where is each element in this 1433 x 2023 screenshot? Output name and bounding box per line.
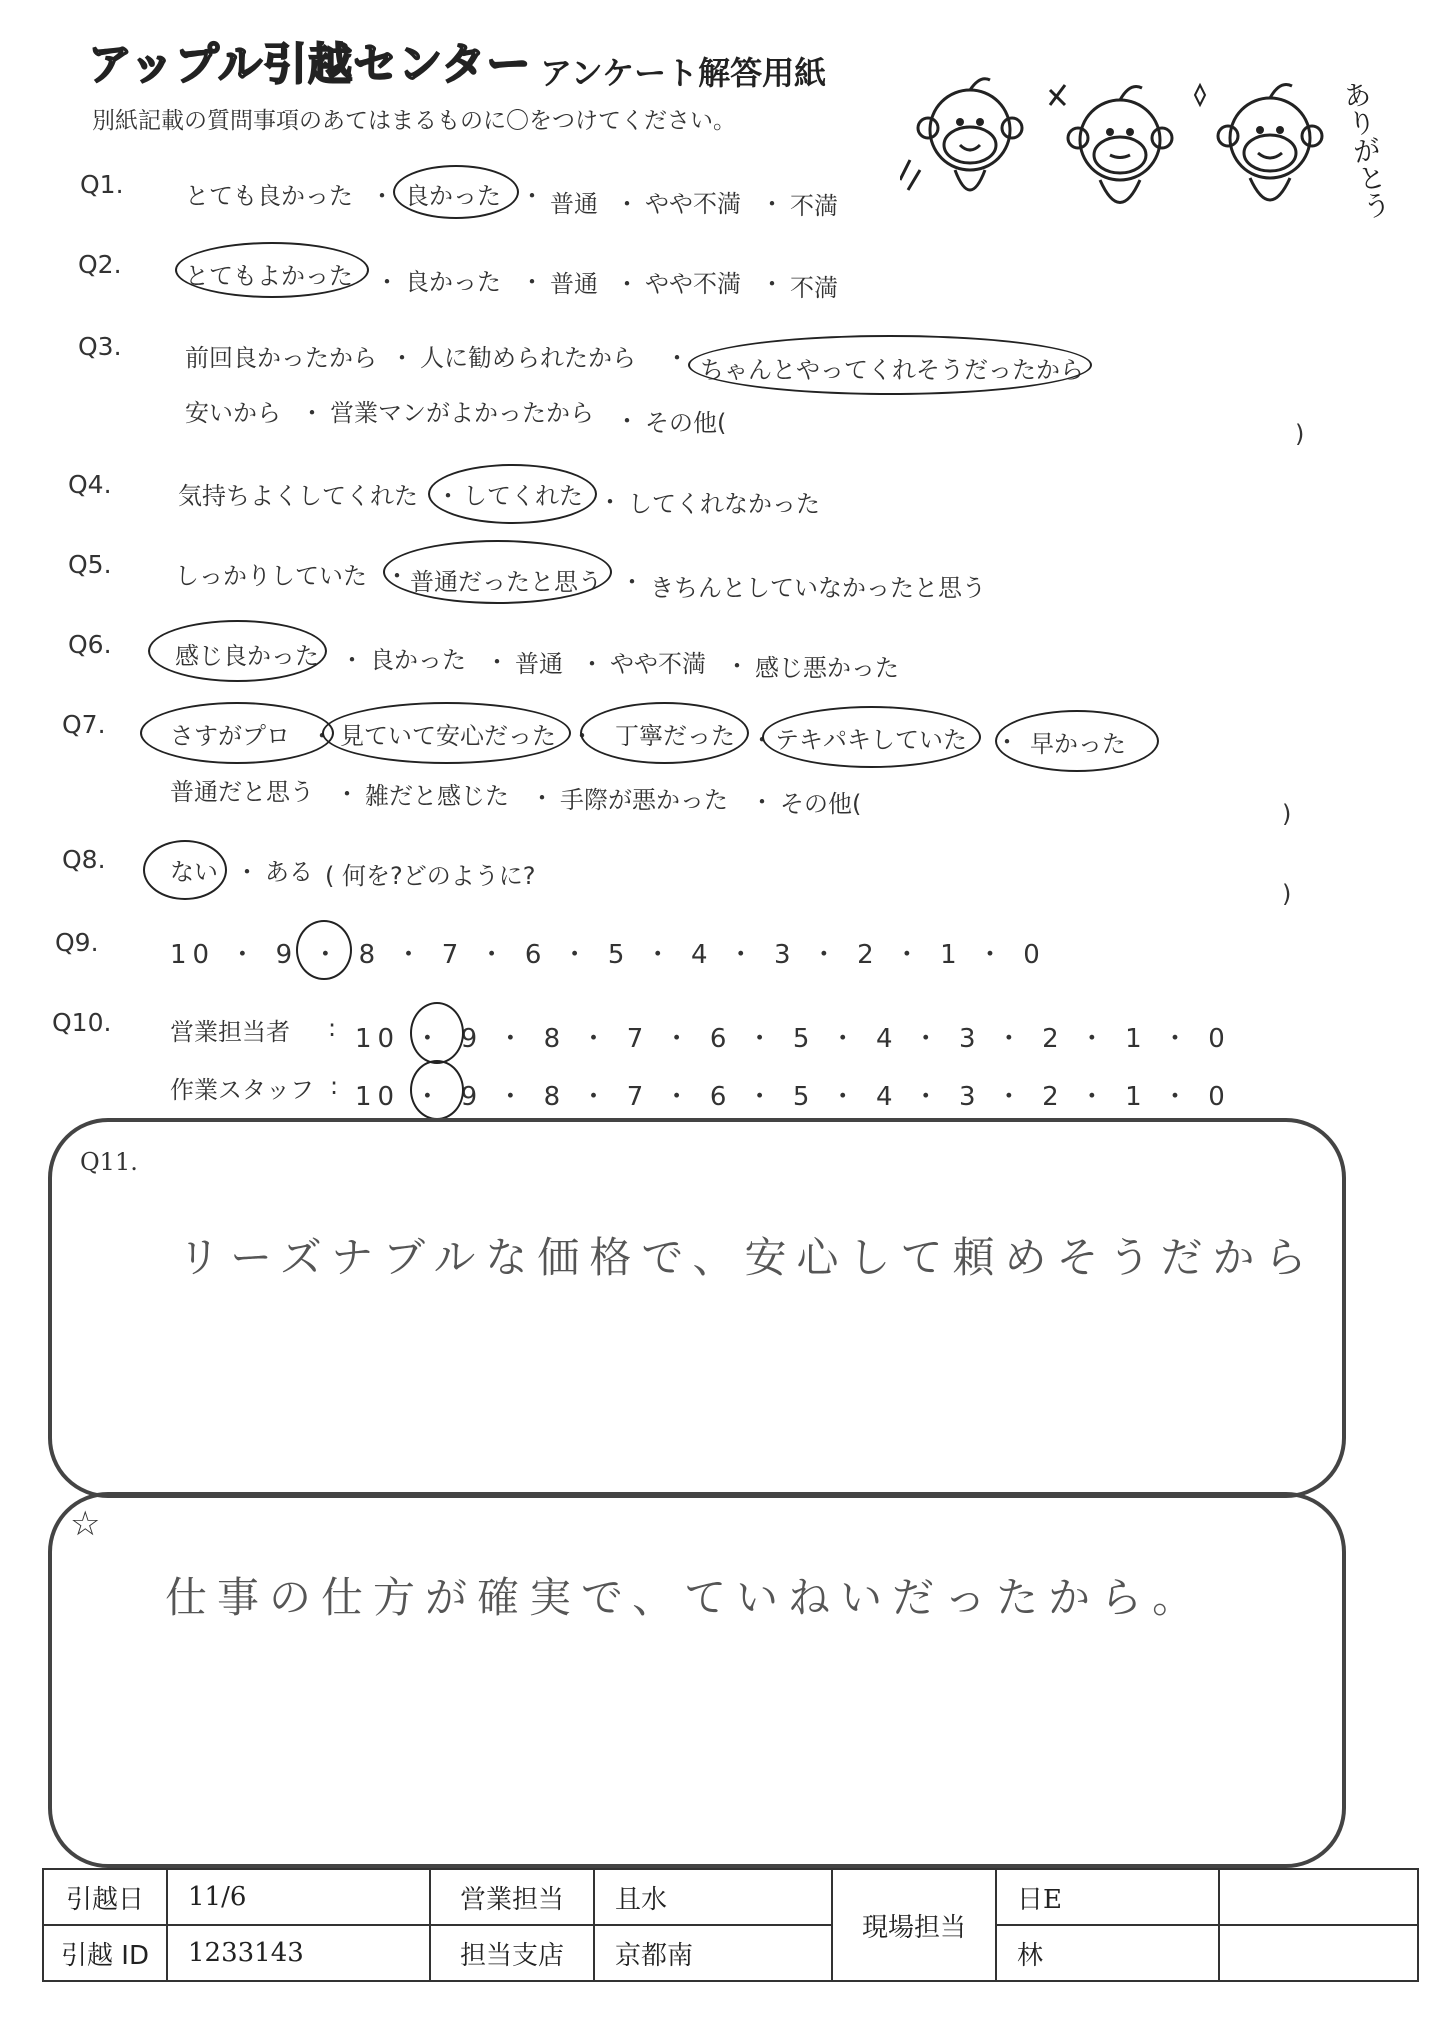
q9-selection-circle <box>296 920 352 980</box>
move-date-value[interactable]: 11/6 <box>167 1869 430 1925</box>
field-value-1[interactable]: 日E <box>996 1869 1219 1925</box>
move-id-label: 引越 ID <box>43 1925 167 1981</box>
q3-number: Q3. <box>78 332 122 361</box>
q11-answer-box[interactable] <box>48 1118 1346 1498</box>
q8-option[interactable]: ない <box>170 858 218 886</box>
q5-option[interactable]: 普通だったと思う <box>410 568 602 596</box>
mascot-illustration <box>900 60 1360 240</box>
q1-selection-circle <box>393 165 519 219</box>
move-id-value[interactable]: 1233143 <box>167 1925 430 1981</box>
q8-selection-circle <box>143 840 227 900</box>
q1-number: Q1. <box>80 170 124 199</box>
company-title: アップル引越センター <box>88 39 532 90</box>
q7-option[interactable]: さすがプロ <box>170 722 290 750</box>
q5-option[interactable]: きちんとしていなかったと思う <box>650 574 986 602</box>
q7-number: Q7. <box>62 710 106 739</box>
q4-number: Q4. <box>68 470 112 499</box>
star-mark: ☆ <box>70 1504 101 1544</box>
q10-sales-scale[interactable]: 10 ・ 9 ・ 8 ・ 7 ・ 6 ・ 5 ・ 4 ・ 3 ・ 2 ・ 1 ・ 0 <box>355 1024 1231 1054</box>
separator: ・ <box>760 270 784 298</box>
q3-selection-circle <box>688 335 1092 395</box>
q11-handwritten-answer: リーズナブルな価格で、安心して頼めそうだから <box>178 1233 1317 1282</box>
separator: ・ <box>485 648 509 676</box>
q3-option[interactable]: 安いから <box>185 399 281 427</box>
separator: ・ <box>300 399 324 427</box>
footer-info-table <box>42 1868 1419 1982</box>
separator: ・ <box>530 784 554 812</box>
q10-colon: : <box>330 1072 339 1100</box>
q2-selection-circle <box>175 242 369 298</box>
separator: ・ <box>390 344 414 372</box>
q10-colon: : <box>328 1014 337 1042</box>
q7-selection-circle-4 <box>762 706 981 768</box>
q9-number: Q9. <box>55 928 99 957</box>
q10-staff-selection-circle <box>410 1060 464 1120</box>
separator: ・ <box>725 652 749 680</box>
q11-number: Q11. <box>80 1148 138 1176</box>
q7-option[interactable]: テキパキしていた <box>775 726 967 754</box>
field-value-extra-2[interactable] <box>1219 1925 1418 1981</box>
separator: ・ <box>235 858 259 886</box>
q7-option[interactable]: 手際が悪かった <box>560 786 728 814</box>
q3-option[interactable]: ちゃんとやってくれそうだったから <box>700 356 1084 384</box>
field-value-2[interactable]: 林 <box>996 1925 1219 1981</box>
q7-selection-circle-1 <box>140 702 334 764</box>
q10-sales-label: 営業担当者 <box>170 1018 290 1046</box>
separator: ・ <box>995 728 1019 756</box>
branch-label: 担当支店 <box>430 1925 594 1981</box>
q10-staff-scale[interactable]: 10 ・ 9 ・ 8 ・ 7 ・ 6 ・ 5 ・ 4 ・ 3 ・ 2 ・ 1 ・ 0 <box>355 1082 1231 1112</box>
comment-answer-box[interactable] <box>48 1492 1346 1868</box>
q4-selection-circle <box>428 464 597 524</box>
q7-close-paren: ) <box>1282 800 1292 828</box>
q10-staff-label: 作業スタッフ <box>170 1076 314 1104</box>
separator: ・ <box>436 482 460 510</box>
separator: ・ <box>570 722 594 750</box>
separator: ・ <box>520 182 544 210</box>
q3-option[interactable]: 前回良かったから <box>185 344 377 372</box>
q6-number: Q6. <box>68 630 112 659</box>
q5-selection-circle <box>383 540 612 604</box>
separator: ・ <box>335 780 359 808</box>
field-value-extra-1[interactable] <box>1219 1869 1418 1925</box>
q3-option[interactable]: 営業マンがよかったから <box>330 399 594 427</box>
q2-option[interactable]: 良かった <box>405 268 501 296</box>
q4-option[interactable]: してくれなかった <box>628 490 820 518</box>
q6-selection-circle <box>148 620 327 682</box>
q4-option[interactable]: 気持ちよくしてくれた <box>178 482 418 510</box>
q3-option[interactable]: 人に勧められたから <box>420 344 636 372</box>
q2-option[interactable]: 不満 <box>790 274 838 302</box>
q6-option[interactable]: 感じ悪かった <box>755 654 899 682</box>
separator: ・ <box>520 268 544 296</box>
q7-selection-circle-5 <box>995 710 1159 772</box>
q1-option[interactable]: 良かった <box>405 182 501 210</box>
separator: ・ <box>340 646 364 674</box>
move-date-label: 引越日 <box>43 1869 167 1925</box>
separator: ・ <box>760 190 784 218</box>
q3-option[interactable]: その他( <box>645 409 727 437</box>
separator: ・ <box>370 182 394 210</box>
field-label: 現場担当 <box>832 1869 996 1981</box>
separator: ・ <box>615 407 639 435</box>
q6-option[interactable]: 良かった <box>370 646 466 674</box>
q8-option[interactable]: ある <box>265 858 313 886</box>
q7-option[interactable]: 早かった <box>1030 730 1126 758</box>
separator: ・ <box>615 270 639 298</box>
sales-label: 営業担当 <box>430 1869 594 1925</box>
separator: ・ <box>385 562 409 590</box>
sales-value[interactable]: 且水 <box>594 1869 832 1925</box>
q2-option[interactable]: やや不満 <box>645 270 741 298</box>
q5-number: Q5. <box>68 550 112 579</box>
q1-option[interactable]: 普通 <box>550 190 598 218</box>
form-subtitle: アンケート解答用紙 <box>540 54 827 92</box>
separator: ・ <box>375 268 399 296</box>
comment-handwritten-answer: 仕事の仕方が確実で、ていねいだったから。 <box>165 1573 1205 1622</box>
q9-scale[interactable]: 10 ・ 9 ・ 8 ・ 7 ・ 6 ・ 5 ・ 4 ・ 3 ・ 2 ・ 1 ・ 0 <box>170 940 1046 970</box>
q2-option[interactable]: とてもよかった <box>185 262 353 290</box>
separator: ・ <box>615 190 639 218</box>
q7-option[interactable]: その他( <box>780 790 862 818</box>
separator: ・ <box>750 788 774 816</box>
q6-option[interactable]: 感じ良かった <box>175 642 319 670</box>
separator: ・ <box>580 650 604 678</box>
q1-option[interactable]: やや不満 <box>645 190 741 218</box>
q7-selection-circle-3 <box>580 702 749 764</box>
q7-option[interactable]: 見ていて安心だった <box>340 722 556 750</box>
q8-option-detail[interactable]: ( 何を?どのように? <box>325 862 536 890</box>
q7-option[interactable]: 雑だと感じた <box>365 782 509 810</box>
q5-option[interactable]: しっかりしていた <box>175 562 367 590</box>
separator: ・ <box>620 568 644 596</box>
separator: ・ <box>665 344 689 372</box>
q4-option[interactable]: してくれた <box>463 482 583 510</box>
instruction-text: 別紙記載の質問事項のあてはまるものに〇をつけてください。 <box>92 108 736 134</box>
q7-option[interactable]: 普通だと思う <box>170 778 314 806</box>
branch-value[interactable]: 京都南 <box>594 1925 832 1981</box>
q6-option[interactable]: やや不満 <box>610 650 706 678</box>
q3-close-paren: ) <box>1295 420 1305 448</box>
separator: ・ <box>598 488 622 516</box>
q1-option[interactable]: とても良かった <box>185 182 353 210</box>
q7-selection-circle-2 <box>322 702 571 764</box>
q2-number: Q2. <box>78 250 122 279</box>
mascot-arigatou-text: ありがとう <box>1337 78 1394 222</box>
q8-number: Q8. <box>62 845 106 874</box>
q10-number: Q10. <box>52 1008 112 1037</box>
q7-option[interactable]: 丁寧だった <box>615 722 735 750</box>
q1-option[interactable]: 不満 <box>790 192 838 220</box>
q6-option[interactable]: 普通 <box>515 650 563 678</box>
separator: ・ <box>750 726 774 754</box>
separator: ・ <box>310 722 334 750</box>
q10-sales-selection-circle <box>410 1002 464 1064</box>
q8-close-paren: ) <box>1282 880 1292 908</box>
q2-option[interactable]: 普通 <box>550 270 598 298</box>
